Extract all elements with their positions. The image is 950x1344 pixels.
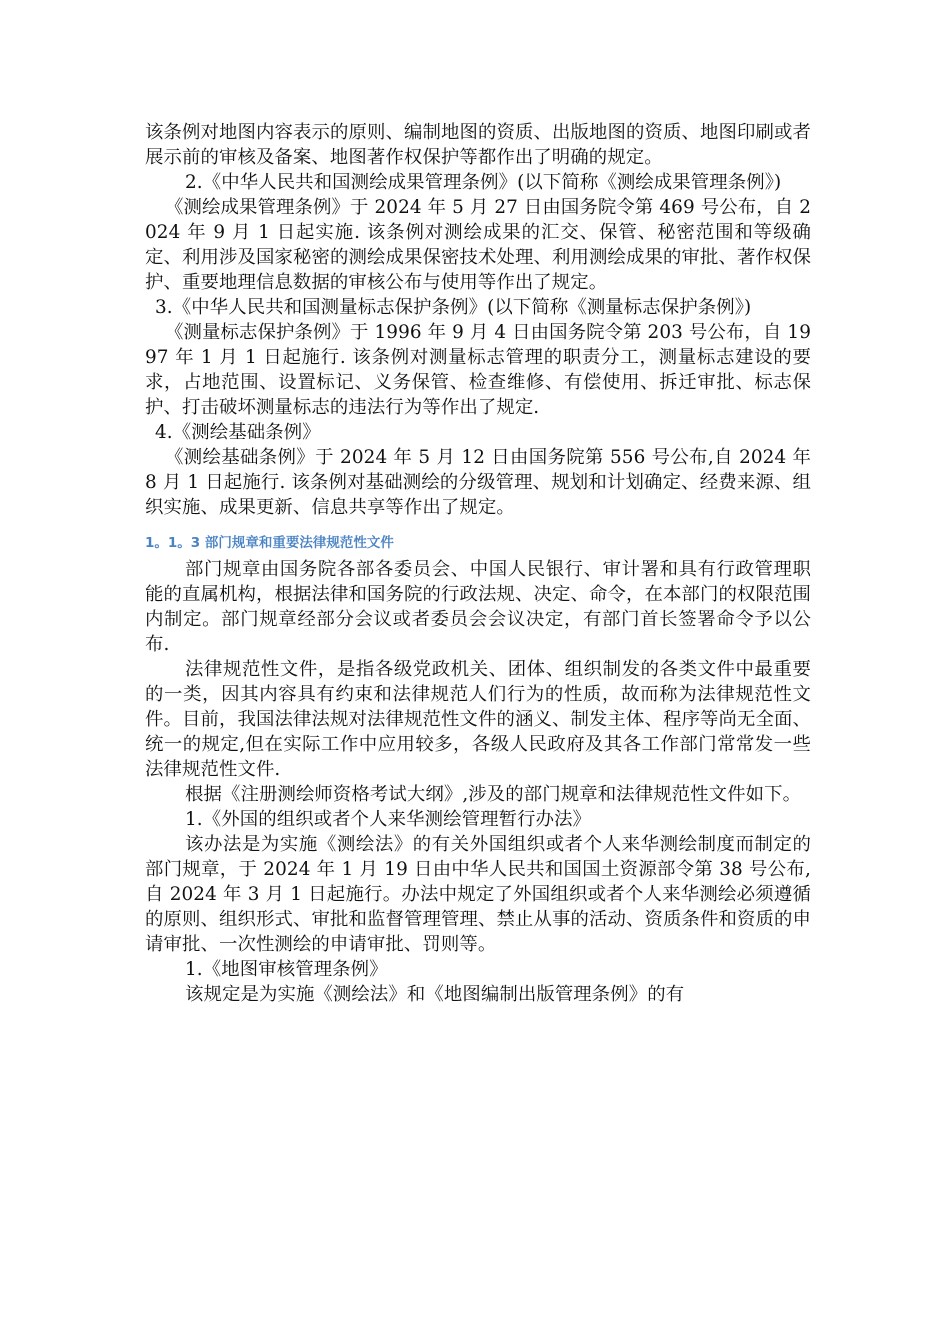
item-3-heading: 3.《中华人民共和国测量标志保护条例》(以下简称《测量标志保护条例》) bbox=[155, 297, 752, 318]
paragraph-map-regulation-summary: 该条例对地图内容表示的原则、编制地图的资质、出版地图的资质、地图印刷或者展示前的审核及备案、地图著作权保护等都作出了明确的规定。 bbox=[145, 122, 811, 168]
paragraph-foreign-survey-measures: 该办法是为实施《测绘法》的有关外国组织或者个人来华测绘制度而制定的部门规章，于 2024 年 1 月 19 日由中华人民共和国国土资源部令第 38 号公布,自 2024 年 3 月 1 日起施行。办法中规定了外国组织或者个人来华测绘必须遵循的原则、组织形式、审批和监督管理管理、禁止从事的活动、资质条件和资质的申请审批、一次性测绘的申请审批、罚则等。 bbox=[145, 834, 811, 955]
paragraph-basic-survey-regulation: 《测绘基础条例》于 2024 年 5 月 12 日由国务院第 556 号公布,自 2024 年 8 月 1 日起施行. 该条例对基础测绘的分级管理、规划和计划确定、经费来源、组织实施、成果更新、信息共享等作出了规定。 bbox=[145, 447, 811, 518]
item-4-heading: 4.《测绘基础条例》 bbox=[155, 422, 321, 443]
paragraph-normative-documents: 法律规范性文件，是指各级党政机关、团体、组织制发的各类文件中最重要的一类，因其内容具有约束和法律规范人们行为的性质，故而称为法律规范性文件。目前，我国法律法规对法律规范性文件的涵义、制发主体、程序等尚无全面、统一的规定,但在实际工作中应用较多，各级人民政府及其各工作部门常常发一些法律规范性文件. bbox=[145, 659, 811, 780]
item-2-heading: 2.《中华人民共和国测绘成果管理条例》(以下简称《测绘成果管理条例》) bbox=[185, 172, 782, 193]
paragraph-survey-results-regulation: 《测绘成果管理条例》于 2024 年 5 月 27 日由国务院令第 469 号公布，自 2024 年 9 月 1 日起实施. 该条例对测绘成果的汇交、保管、秘密范围和等级确定、利用涉及国家秘密的测绘成果保密技术处理、利用测绘成果的审批、著作权保护、重要地理信息数据的审核公布与使用等作出了规定。 bbox=[145, 197, 811, 293]
section-heading-1-1-3: 1。1。3 部门规章和重要法律规范性文件 bbox=[145, 535, 394, 551]
paragraph-map-review-intro: 该规定是为实施《测绘法》和《地图编制出版管理条例》的有 bbox=[185, 984, 685, 1005]
paragraph-survey-marker-regulation: 《测量标志保护条例》于 1996 年 9 月 4 日由国务院令第 203 号公布，自 1997 年 1 月 1 日起施行. 该条例对测量标志管理的职责分工，测量标志建设的要求，占地范围、设置标记、义务保管、检查维修、有偿使用、拆迁审批、标志保护、打击破坏测量标志的违法行为等作出了规定. bbox=[145, 322, 811, 418]
item-foreign-survey-heading: 1.《外国的组织或者个人来华测绘管理暂行办法》 bbox=[185, 809, 592, 830]
paragraph-exam-outline: 根据《注册测绘师资格考试大纲》,涉及的部门规章和法律规范性文件如下。 bbox=[185, 784, 802, 805]
paragraph-department-rules: 部门规章由国务院各部各委员会、中国人民银行、审计署和具有行政管理职能的直属机构，根据法律和国务院的行政法规、决定、命令，在本部门的权限范围内制定。部门规章经部分会议或者委员会会议决定，有部门首长签署命令予以公布. bbox=[145, 559, 811, 655]
document-page bbox=[145, 120, 811, 1007]
item-map-review-heading: 1.《地图审核管理条例》 bbox=[185, 959, 388, 980]
